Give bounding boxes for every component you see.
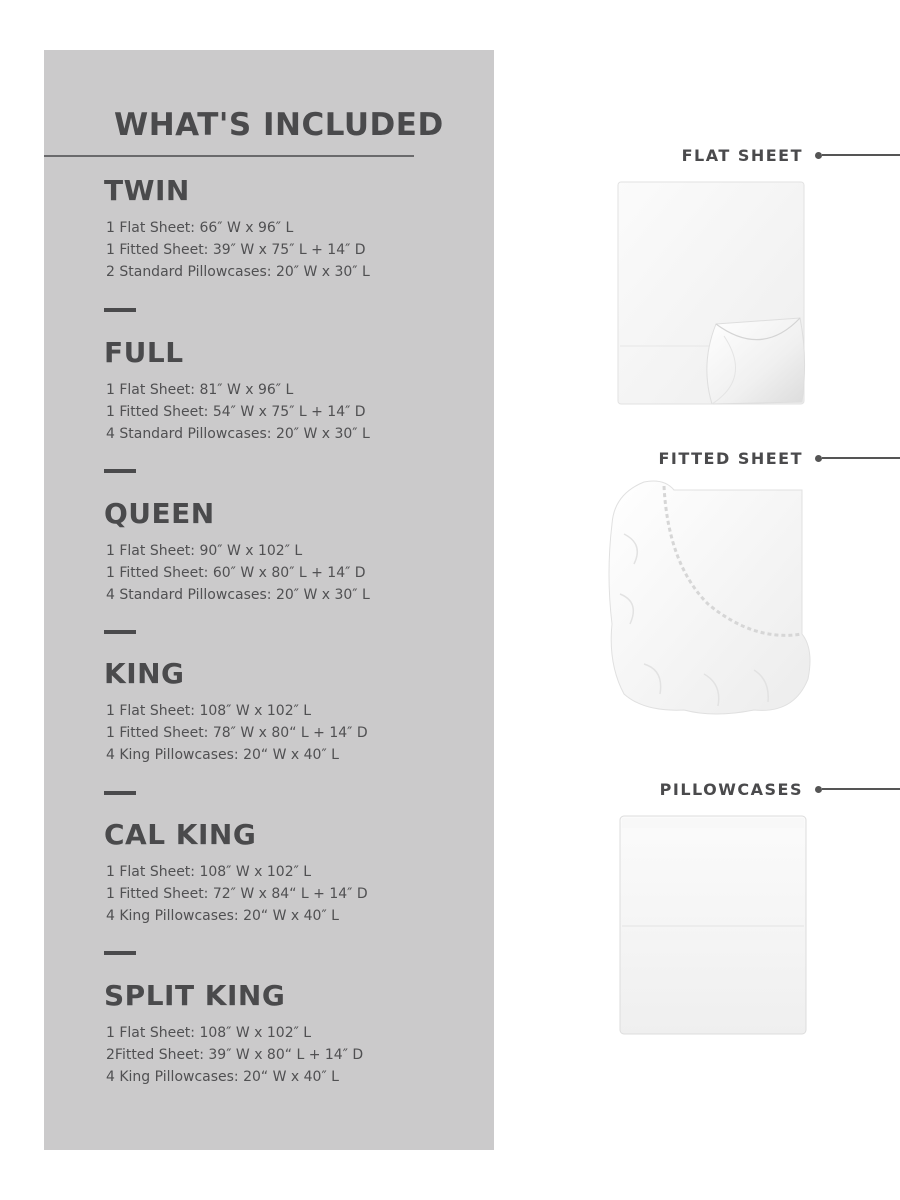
- callout-line: [822, 457, 900, 459]
- section-dash: [104, 308, 136, 312]
- size-section-full: [104, 337, 484, 445]
- spec-flat-sheet: 1 Flat Sheet: 108″ W x 102″ L: [106, 703, 312, 719]
- flat-sheet-image: [612, 178, 812, 410]
- title-divider: [44, 155, 414, 157]
- callout-dot: [815, 152, 822, 159]
- spec-fitted-sheet: 1 Fitted Sheet: 78″ W x 80“ L + 14″ D: [106, 725, 368, 741]
- size-section-split-king: [104, 980, 484, 1088]
- size-name: FULL: [104, 336, 184, 369]
- spec-flat-sheet: 1 Flat Sheet: 81″ W x 96″ L: [106, 382, 294, 398]
- spec-pillowcases: 4 King Pillowcases: 20“ W x 40″ L: [106, 908, 339, 924]
- size-section-queen: [104, 498, 484, 606]
- spec-flat-sheet: 1 Flat Sheet: 90″ W x 102″ L: [106, 543, 303, 559]
- callout-label: PILLOWCASES: [659, 779, 803, 799]
- spec-pillowcases: 4 Standard Pillowcases: 20″ W x 30″ L: [106, 587, 370, 603]
- size-section-king: [104, 658, 484, 766]
- callout-label: FLAT SHEET: [681, 145, 803, 165]
- spec-fitted-sheet: 2Fitted Sheet: 39″ W x 80“ L + 14″ D: [106, 1047, 364, 1063]
- spec-flat-sheet: 1 Flat Sheet: 108″ W x 102″ L: [106, 1025, 312, 1041]
- callout-dot: [815, 455, 822, 462]
- spec-pillowcases: 4 King Pillowcases: 20“ W x 40″ L: [106, 1069, 339, 1085]
- spec-fitted-sheet: 1 Fitted Sheet: 39″ W x 75″ L + 14″ D: [106, 242, 366, 258]
- spec-flat-sheet: 1 Flat Sheet: 108″ W x 102″ L: [106, 864, 312, 880]
- callout-flat-sheet: [682, 145, 900, 165]
- size-name: KING: [104, 657, 185, 690]
- callout-line: [822, 154, 900, 156]
- section-dash: [104, 469, 136, 473]
- pillowcases-image: [616, 812, 812, 1038]
- spec-pillowcases: 4 King Pillowcases: 20“ W x 40″ L: [106, 747, 339, 763]
- spec-fitted-sheet: 1 Fitted Sheet: 60″ W x 80″ L + 14″ D: [106, 565, 366, 581]
- spec-pillowcases: 2 Standard Pillowcases: 20″ W x 30″ L: [106, 264, 370, 280]
- spec-fitted-sheet: 1 Fitted Sheet: 54″ W x 75″ L + 14″ D: [106, 404, 366, 420]
- callout-label: FITTED SHEET: [658, 448, 803, 468]
- spec-pillowcases: 4 Standard Pillowcases: 20″ W x 30″ L: [106, 426, 370, 442]
- section-dash: [104, 791, 136, 795]
- callout-line: [822, 788, 900, 790]
- size-section-cal-king: [104, 819, 484, 927]
- size-name: QUEEN: [104, 497, 215, 530]
- section-dash: [104, 630, 136, 634]
- size-name: CAL KING: [104, 818, 257, 851]
- panel-title: WHAT'S INCLUDED: [114, 107, 444, 143]
- section-dash: [104, 951, 136, 955]
- spec-fitted-sheet: 1 Fitted Sheet: 72″ W x 84“ L + 14″ D: [106, 886, 368, 902]
- size-name: SPLIT KING: [104, 979, 286, 1012]
- callout-fitted-sheet: [658, 448, 900, 468]
- callout-dot: [815, 786, 822, 793]
- callout-pillowcases: [660, 779, 900, 799]
- size-name: TWIN: [104, 174, 190, 207]
- fitted-sheet-image: [604, 474, 816, 722]
- size-section-twin: [104, 175, 484, 283]
- spec-flat-sheet: 1 Flat Sheet: 66″ W x 96″ L: [106, 220, 294, 236]
